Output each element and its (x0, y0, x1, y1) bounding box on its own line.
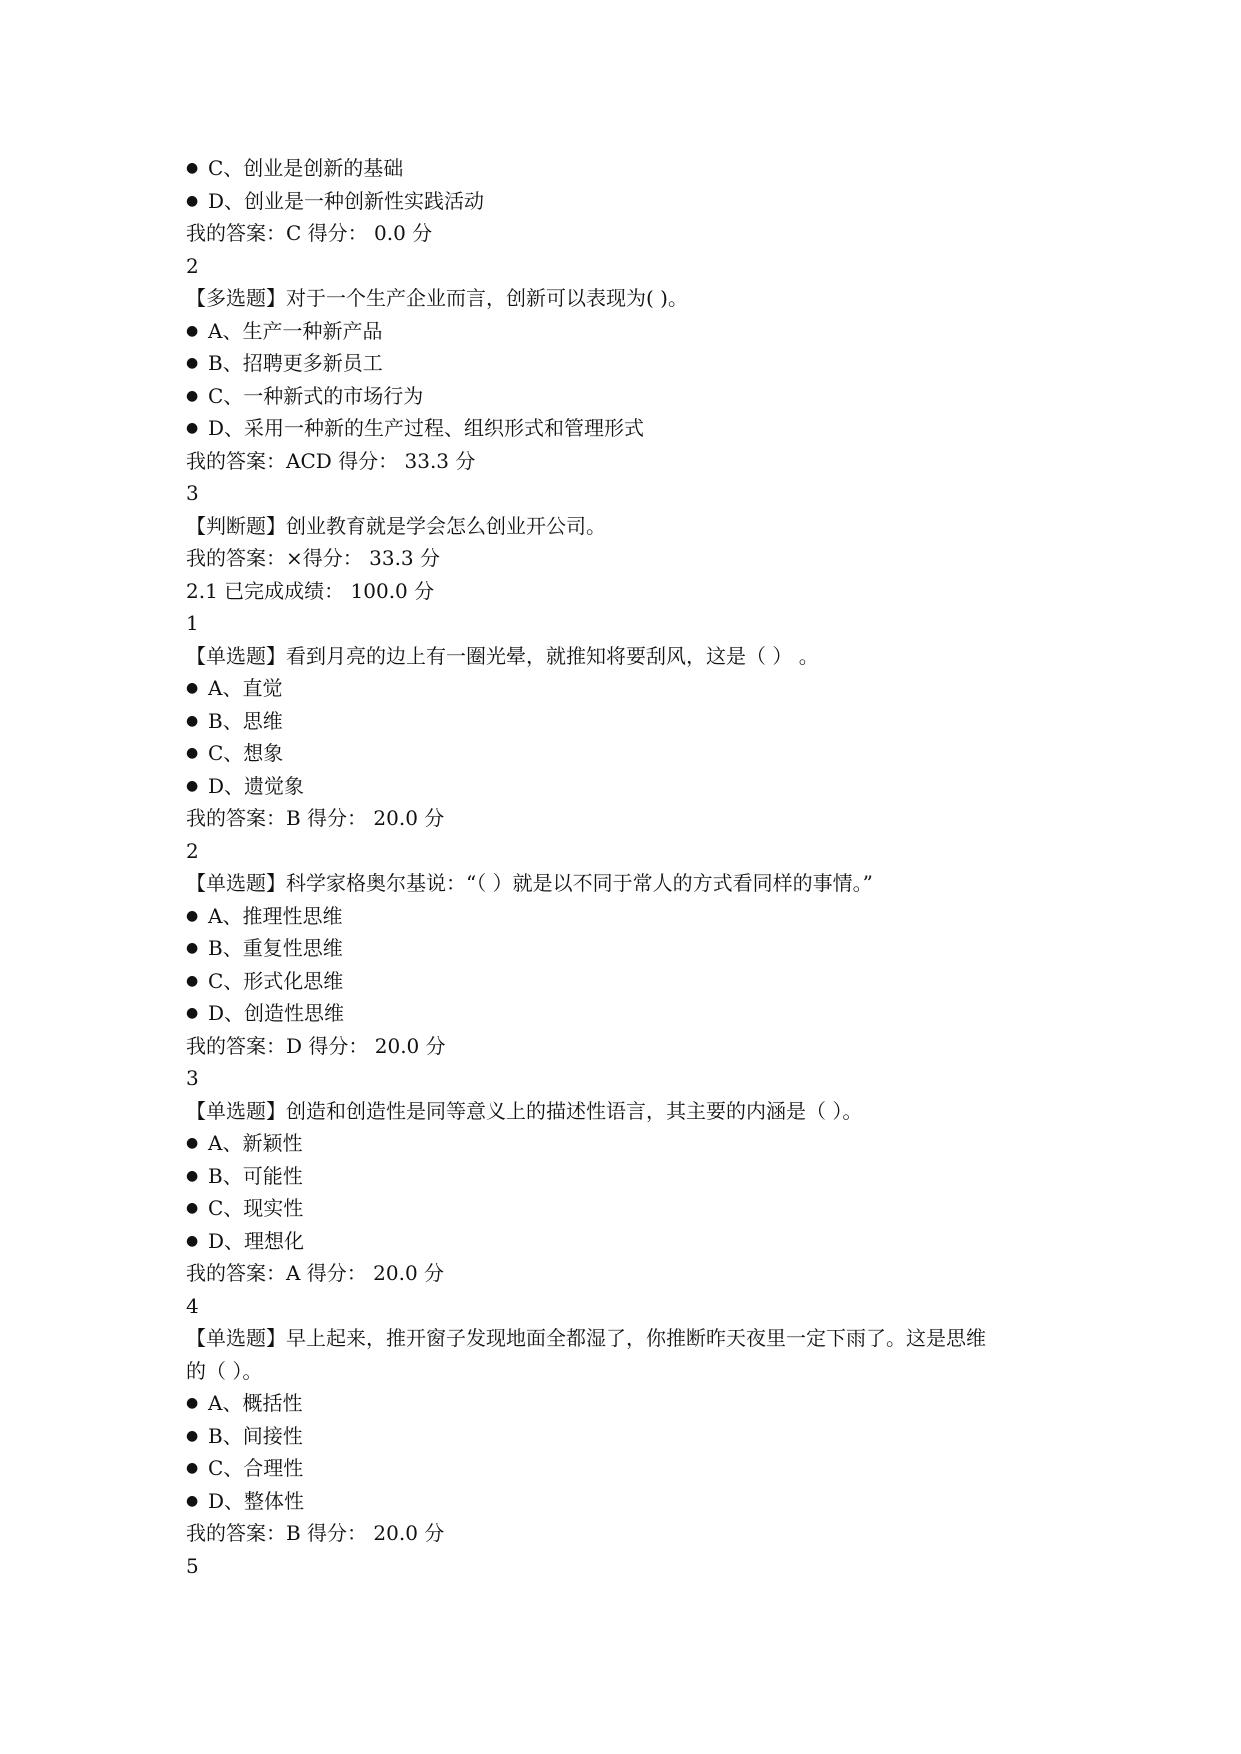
line-text: 的（ ）。 (186, 1358, 263, 1383)
bullet-icon: ● (186, 745, 199, 761)
bullet-icon: ● (186, 1167, 199, 1184)
text-line (186, 1030, 1086, 1063)
line-text: 1 (186, 611, 199, 635)
bullet-icon: ● (186, 192, 199, 209)
text-line (186, 445, 1086, 478)
bullet-icon: ● (186, 1492, 199, 1509)
option-label: D、创造性思维 (208, 1001, 345, 1025)
option-label: A、直觉 (208, 676, 283, 700)
text-line (186, 542, 1086, 575)
answer-option (186, 770, 1086, 803)
option-label: A、新颖性 (208, 1131, 303, 1155)
text-line (186, 1517, 1086, 1550)
option-label: D、整体性 (208, 1488, 305, 1513)
bullet-icon: ● (186, 1005, 199, 1021)
text-line (186, 282, 1086, 315)
text-line (186, 802, 1086, 835)
line-text: 2 (186, 838, 199, 863)
answer-option (186, 705, 1086, 738)
bullet-icon: ● (186, 1395, 199, 1411)
bullet-icon: ● (186, 1460, 199, 1476)
option-label: A、推理性思维 (208, 903, 343, 928)
answer-option (186, 1452, 1086, 1485)
answer-option (186, 1225, 1086, 1258)
line-text: 我的答案：ACD 得分： 33.3 分 (186, 448, 476, 473)
text-line (186, 477, 1086, 510)
option-label: D、创业是一种创新性实践活动 (208, 188, 485, 213)
bullet-icon: ● (186, 1232, 199, 1249)
option-label: B、思维 (208, 708, 283, 733)
line-text: 2 (186, 253, 199, 278)
line-text: 【判断题】创业教育就是学会怎么创业开公司。 (186, 513, 606, 538)
line-text: 我的答案：B 得分： 20.0 分 (186, 1521, 445, 1545)
text-line (186, 1257, 1086, 1290)
answer-option (186, 932, 1086, 965)
bullet-icon: ● (186, 907, 199, 924)
line-text: 我的答案：×得分： 33.3 分 (186, 546, 441, 570)
line-text: 【单选题】科学家格奥尔基说：“（ ）就是以不同于常人的方式看同样的事情。” (186, 871, 873, 895)
answer-option (186, 1485, 1086, 1518)
option-label: B、间接性 (208, 1423, 303, 1448)
option-label: C、想象 (208, 741, 284, 765)
line-text: 【多选题】对于一个生产企业而言，创新可以表现为( )。 (186, 286, 688, 310)
text-line (186, 1062, 1086, 1095)
answer-option (186, 347, 1086, 380)
option-label: D、采用一种新的生产过程、组织形式和管理形式 (208, 416, 645, 440)
answer-option (186, 1387, 1086, 1420)
line-text: 5 (186, 1553, 199, 1578)
option-label: A、生产一种新产品 (208, 318, 383, 343)
answer-option (186, 672, 1086, 705)
line-text: 我的答案：D 得分： 20.0 分 (186, 1033, 446, 1058)
line-text: 【单选题】看到月亮的边上有一圈光晕，就推知将要刮风，这是（ ） 。 (186, 643, 819, 668)
option-label: D、遗觉象 (208, 773, 305, 798)
document-body (186, 152, 1086, 1582)
option-label: C、创业是创新的基础 (208, 156, 404, 180)
bullet-icon: ● (186, 777, 199, 794)
bullet-icon: ● (186, 322, 199, 339)
text-line (186, 250, 1086, 283)
option-label: C、一种新式的市场行为 (208, 383, 424, 408)
line-text: 4 (186, 1293, 199, 1318)
text-line (186, 1095, 1086, 1128)
option-label: B、招聘更多新员工 (208, 351, 383, 375)
option-label: A、概括性 (208, 1391, 303, 1415)
text-line (186, 835, 1086, 868)
line-text: 2.1 已完成成绩： 100.0 分 (186, 578, 435, 603)
bullet-icon: ● (186, 972, 199, 989)
bullet-icon: ● (186, 680, 199, 696)
bullet-icon: ● (186, 712, 199, 729)
option-label: B、重复性思维 (208, 936, 343, 960)
text-line (186, 575, 1086, 608)
line-text: 3 (186, 1066, 199, 1090)
text-line (186, 1355, 1086, 1388)
line-text: 我的答案：A 得分： 20.0 分 (186, 1261, 445, 1285)
answer-option (186, 997, 1086, 1030)
text-line (186, 510, 1086, 543)
line-text: 我的答案：C 得分： 0.0 分 (186, 221, 433, 245)
text-line (186, 1290, 1086, 1323)
line-text: 我的答案：B 得分： 20.0 分 (186, 806, 445, 830)
text-line (186, 1322, 1086, 1355)
bullet-icon: ● (186, 355, 199, 371)
answer-option (186, 412, 1086, 445)
bullet-icon: ● (186, 387, 199, 404)
answer-option (186, 380, 1086, 413)
line-text: 【单选题】创造和创造性是同等意义上的描述性语言，其主要的内涵是（ ）。 (186, 1098, 863, 1123)
answer-option (186, 965, 1086, 998)
option-label: C、合理性 (208, 1456, 304, 1480)
line-text: 【单选题】早上起来，推开窗子发现地面全都湿了，你推断昨天夜里一定下雨了。这是思维 (186, 1326, 986, 1350)
bullet-icon: ● (186, 1427, 199, 1444)
text-line (186, 640, 1086, 673)
text-line (186, 217, 1086, 250)
answer-option (186, 152, 1086, 185)
answer-option (186, 1160, 1086, 1193)
bullet-icon: ● (186, 940, 199, 956)
bullet-icon: ● (186, 1200, 199, 1216)
line-text: 3 (186, 481, 199, 505)
answer-option (186, 1127, 1086, 1160)
option-label: B、可能性 (208, 1163, 303, 1188)
bullet-icon: ● (186, 420, 199, 436)
option-label: C、形式化思维 (208, 968, 344, 993)
answer-option (186, 185, 1086, 218)
bullet-icon: ● (186, 1135, 199, 1151)
answer-option (186, 1192, 1086, 1225)
answer-option (186, 900, 1086, 933)
text-line (186, 867, 1086, 900)
option-label: C、现实性 (208, 1196, 304, 1220)
text-line (186, 607, 1086, 640)
option-label: D、理想化 (208, 1228, 305, 1253)
bullet-icon: ● (186, 160, 199, 176)
answer-option (186, 315, 1086, 348)
answer-option (186, 737, 1086, 770)
answer-option (186, 1420, 1086, 1453)
text-line (186, 1550, 1086, 1583)
